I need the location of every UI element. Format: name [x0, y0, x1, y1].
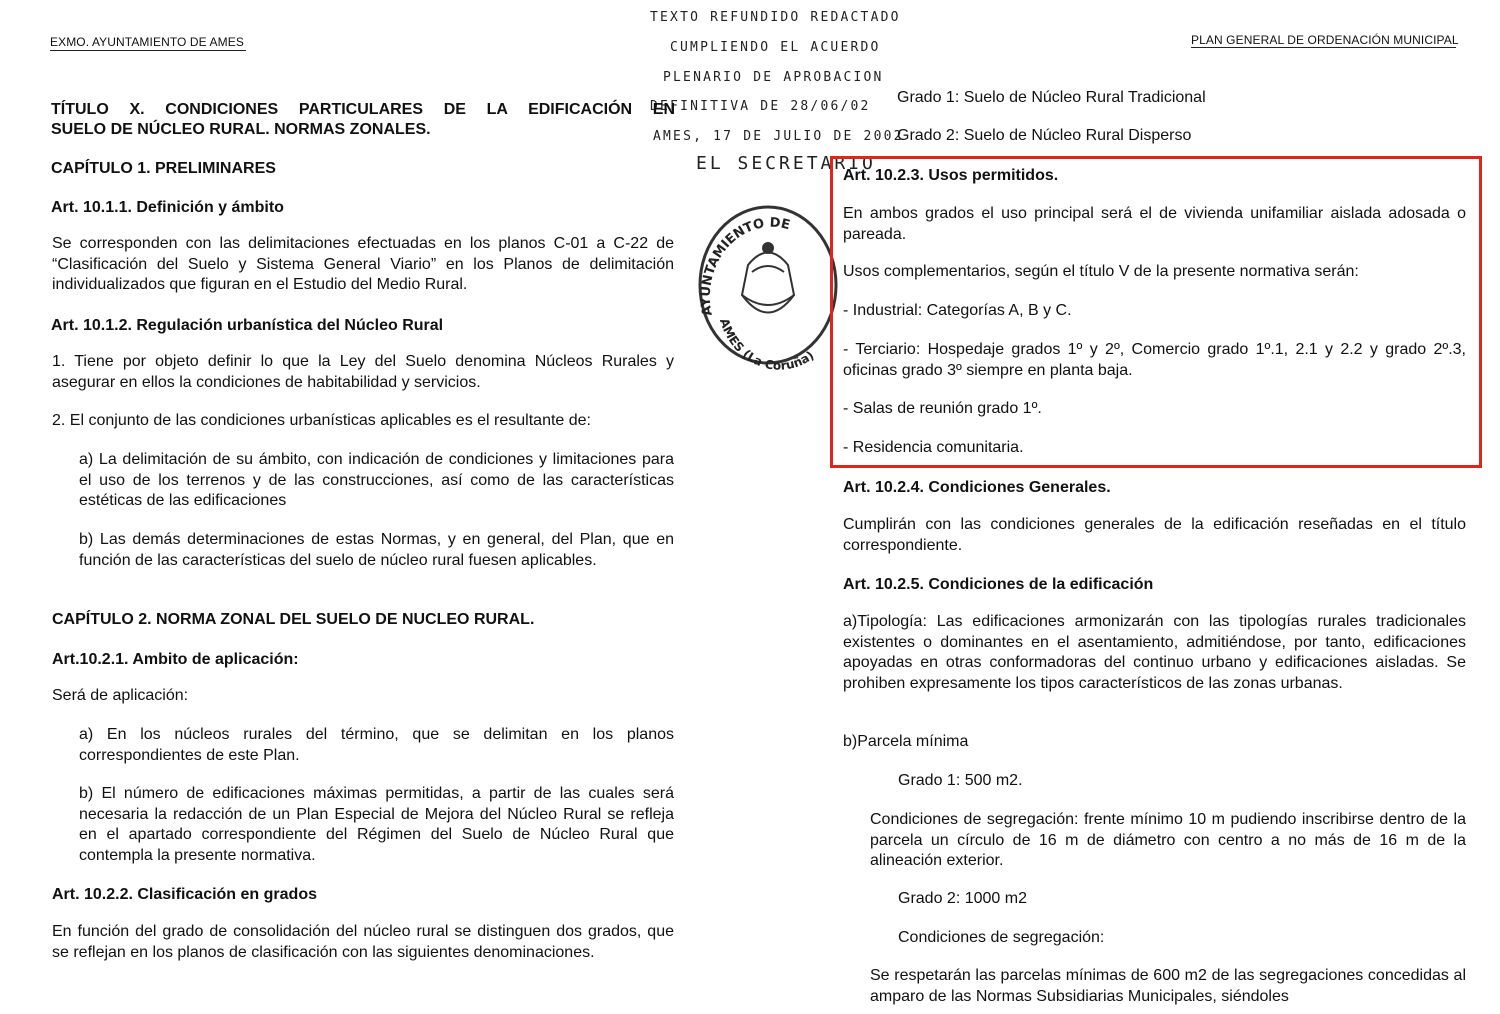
art-10-2-3-item-3: - Salas de reunión grado 1º.: [843, 400, 1042, 417]
art-10-2-2-text: En función del grado de consolidación del núcleo rural se distinguen dos grados, que se reflejan en los planos de clasificación con las siguientes denominaciones.: [52, 923, 674, 961]
art-10-2-5-last: Se respetarán las parcelas mínimas de 600 m2 de las segregaciones concedidas al amparo de las Normas Subsidiarias Municipales, siéndoles: [870, 967, 1466, 1005]
header-left-rule: [50, 50, 246, 51]
grado-2-label: Grado 2: Suelo de Núcleo Rural Disperso: [897, 127, 1192, 144]
stamp-line-1: TEXTO REFUNDIDO REDACTADO: [650, 10, 901, 25]
art-10-1-2-p1: 1. Tiene por objeto definir lo que la Ley del Suelo denomina Núcleos Rurales y asegurar en ellos la condiciones de habitabilidad y servicios.: [52, 353, 674, 391]
art-10-2-1-a: a) En los núcleos rurales del término, que se delimitan en los planos correspondientes de este Plan.: [79, 726, 674, 764]
art-10-2-3-item-4: - Residencia comunitaria.: [843, 439, 1024, 456]
art-10-2-4-heading: Art. 10.2.4. Condiciones Generales.: [843, 479, 1111, 496]
art-10-1-1-heading: Art. 10.1.1. Definición y ámbito: [51, 199, 284, 216]
art-10-2-1-b: b) El número de edificaciones máximas permitidas, a partir de las cuales será necesaria la redacción de un Plan Especial de Mejora del Núcleo Rural se refleja en el apartado correspondiente del Régimen del Suelo de Núcleo Rural que contempla la presente normativa.: [79, 785, 674, 864]
title-line-2: SUELO DE NÚCLEO RURAL. NORMAS ZONALES.: [51, 121, 431, 138]
art-10-2-5-grado-2: Grado 2: 1000 m2: [898, 890, 1027, 907]
header-right: PLAN GENERAL DE ORDENACIÓN MUNICIPAL: [1191, 33, 1459, 47]
art-10-2-5-heading: Art. 10.2.5. Condiciones de la edificación: [843, 576, 1154, 593]
art-10-2-5-a: a)Tipología: Las edificaciones armonizarán con las tipologías rurales tradicionales existentes o dominantes en el asentamiento, admitiéndose, por tanto, edificaciones apoyadas en otras conformadoras del continuo urbano y edificaciones aisladas. Se prohiben expresamente los tipos característicos de las zonas urbanas.: [843, 613, 1466, 692]
art-10-1-2-p2: 2. El conjunto de las condiciones urbanísticas aplicables es el resultante de:: [52, 412, 591, 429]
seal-stamp-icon: [690, 180, 840, 380]
art-10-1-2-heading: Art. 10.1.2. Regulación urbanística del Núcleo Rural: [51, 317, 444, 334]
stamp-line-4: DEFINITIVA DE 28/06/02: [650, 99, 871, 114]
svg-text:AMES (La Coruña): AMES (La Coruña): [717, 316, 817, 373]
chapter-2-heading: CAPÍTULO 2. NORMA ZONAL DEL SUELO DE NUCLEO RURAL.: [52, 611, 535, 628]
art-10-2-3-item-1: - Industrial: Categorías A, B y C.: [843, 302, 1072, 319]
header-left: EXMO. AYUNTAMIENTO DE AMES: [50, 35, 244, 49]
art-10-1-2-b: b) Las demás determinaciones de estas Normas, y en general, del Plan, que en función de las características del suelo de núcleo rural fuesen aplicables.: [79, 531, 674, 569]
grado-1-label: Grado 1: Suelo de Núcleo Rural Tradicional: [897, 89, 1206, 106]
title-line-1: TÍTULO X. CONDICIONES PARTICULARES DE LA EDIFICACIÓN EN: [51, 101, 675, 118]
art-10-2-3-p2: Usos complementarios, según el título V de la presente normativa serán:: [843, 263, 1359, 280]
art-10-2-5-segregacion-2: Condiciones de segregación:: [898, 929, 1105, 946]
stamp-line-5: AMES, 17 DE JULIO DE 2002: [653, 129, 904, 144]
stamp-line-6: EL SECRETARIO: [696, 153, 876, 174]
art-10-1-1-text: Se corresponden con las delimitaciones efectuadas en los planos C-01 a C-22 de “Clasificación del Suelo y Sistema General Viario” en los Planos de delimitación individualizados que figuran en el Estudio del Medio Rural.: [52, 235, 674, 293]
header-right-rule: [1191, 47, 1456, 48]
art-10-2-2-heading: Art. 10.2.2. Clasificación en grados: [52, 886, 317, 903]
art-10-2-4-text: Cumplirán con las condiciones generales de la edificación reseñadas en el título correspondiente.: [843, 516, 1466, 554]
art-10-2-1-heading: Art.10.2.1. Ambito de aplicación:: [52, 651, 299, 668]
art-10-1-2-a: a) La delimitación de su ámbito, con indicación de condiciones y limitaciones para el uso de los terrenos y de las construcciones, así como de las características estéticas de las edificaciones: [79, 451, 674, 509]
stamp-line-3: PLENARIO DE APROBACION: [663, 70, 884, 85]
art-10-2-1-intro: Será de aplicación:: [52, 687, 189, 704]
chapter-1-heading: CAPÍTULO 1. PRELIMINARES: [51, 160, 276, 177]
svg-text:AYUNTAMIENTO DE: AYUNTAMIENTO DE: [698, 215, 792, 318]
art-10-2-3-heading: Art. 10.2.3. Usos permitidos.: [843, 167, 1059, 184]
art-10-2-5-segregacion-1: Condiciones de segregación: frente mínimo 10 m pudiendo inscribirse dentro de la parcela un círculo de 16 m de diámetro con centro a no más de 16 m de la alineación exterior.: [870, 811, 1466, 869]
art-10-2-5-b: b)Parcela mínima: [843, 733, 969, 750]
art-10-2-3-p1: En ambos grados el uso principal será el de vivienda unifamiliar aislada adosada o pareada.: [843, 205, 1466, 243]
art-10-2-3-item-2: - Terciario: Hospedaje grados 1º y 2º, Comercio grado 1º.1, 2.1 y 2.2 y grado 2º.3, oficinas grado 3º siempre en planta baja.: [843, 341, 1466, 379]
art-10-2-5-grado-1: Grado 1: 500 m2.: [898, 772, 1023, 789]
stamp-line-2: CUMPLIENDO EL ACUERDO: [670, 40, 881, 55]
